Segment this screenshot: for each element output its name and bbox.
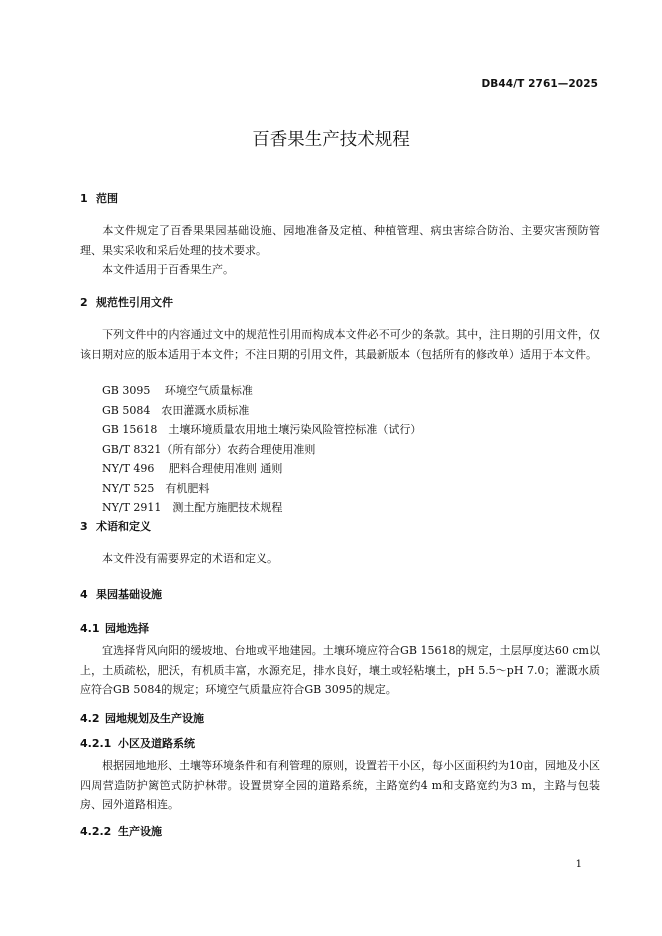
subsection-heading-site-selection <box>80 620 149 636</box>
document-title: 百香果生产技术规程 <box>252 130 410 150</box>
paragraph-text: 本文件适用于百香果生产。 <box>102 263 234 276</box>
paragraph-plots-roads <box>80 756 600 815</box>
paragraph-text: 下列文件中的内容通过文中的规范性引用而构成本文件必不可少的条款。其中，注日期的引用文件，仅该日期对应的版本适用于本文件；不注日期的引用文件，其最新版本（包括所有的修改单）适用于本文件。 <box>80 328 600 361</box>
reference-item: NY/T 525 有机肥料 <box>102 482 210 495</box>
section-number: 4 <box>80 588 88 601</box>
section-number: 1 <box>80 192 88 205</box>
reference-item: GB 15618 土壤环境质量农用地土壤污染风险管控标准（试行） <box>102 423 422 436</box>
reference-item: GB 3095 环境空气质量标准 <box>102 384 253 397</box>
section-title: 规范性引用文件 <box>96 296 173 309</box>
reference-item: GB 5084 农田灌溉水质标准 <box>102 404 250 417</box>
paragraph-terms <box>80 549 600 569</box>
paragraph-references-intro <box>80 325 600 364</box>
section-number: 4.1 <box>80 622 100 635</box>
document-code: DB44/T 2761—2025 <box>481 78 598 90</box>
page-number: 1 <box>575 859 582 870</box>
paragraph-site-selection <box>80 641 600 700</box>
section-title: 园地规划及生产设施 <box>105 712 204 725</box>
section-heading-terms <box>80 518 151 534</box>
section-number: 2 <box>80 296 88 309</box>
section-heading-scope <box>80 190 118 206</box>
section-number: 4.2.2 <box>80 825 112 838</box>
section-number: 4.2.1 <box>80 737 112 750</box>
reference-item: GB/T 8321（所有部分）农药合理使用准则 <box>102 443 316 456</box>
section-title: 小区及道路系统 <box>118 737 195 750</box>
subsection-heading-planning <box>80 710 204 726</box>
paragraph-text: 本文件规定了百香果果园基础设施、园地准备及定植、种植管理、病虫害综合防治、主要灾害预防管理、果实采收和采后处理的技术要求。 <box>80 224 600 257</box>
paragraph-scope <box>80 221 600 260</box>
section-number: 3 <box>80 520 88 533</box>
section-title: 果园基础设施 <box>96 588 162 601</box>
paragraph-scope-applicability <box>80 260 600 280</box>
section-number: 4.2 <box>80 712 100 725</box>
section-title: 园地选择 <box>105 622 149 635</box>
section-heading-normative-references <box>80 294 173 310</box>
section-heading-orchard-infrastructure <box>80 586 162 602</box>
section-title: 术语和定义 <box>96 520 151 533</box>
section-title: 范围 <box>96 192 118 205</box>
reference-item: NY/T 496 肥料合理使用准则 通则 <box>102 462 283 475</box>
subsection-heading-production-facilities <box>80 823 162 839</box>
subsection-heading-plots-roads <box>80 735 195 751</box>
reference-item: NY/T 2911 测土配方施肥技术规程 <box>102 501 283 514</box>
paragraph-text: 宜选择背风向阳的缓坡地、台地或平地建园。土壤环境应符合GB 15618的规定，土层厚度达60 cm以上，土质疏松，肥沃，有机质丰富，水源充足，排水良好，壤土或轻粘壤土，pH 5.5～pH 7.0；灌溉水质应符合GB 5084的规定；环境空气质量应符合GB 3095的规定。 <box>80 644 600 696</box>
paragraph-text: 根据园地地形、土壤等环境条件和有利管理的原则，设置若干小区，每小区面积约为10亩，园地及小区四周营造防护篱笆式防护林带。设置贯穿全园的道路系统，主路宽约4 m和支路宽约为3 m，主路与包装房、园外道路相连。 <box>80 759 600 811</box>
section-title: 生产设施 <box>118 825 162 838</box>
paragraph-text: 本文件没有需要界定的术语和定义。 <box>102 552 278 565</box>
